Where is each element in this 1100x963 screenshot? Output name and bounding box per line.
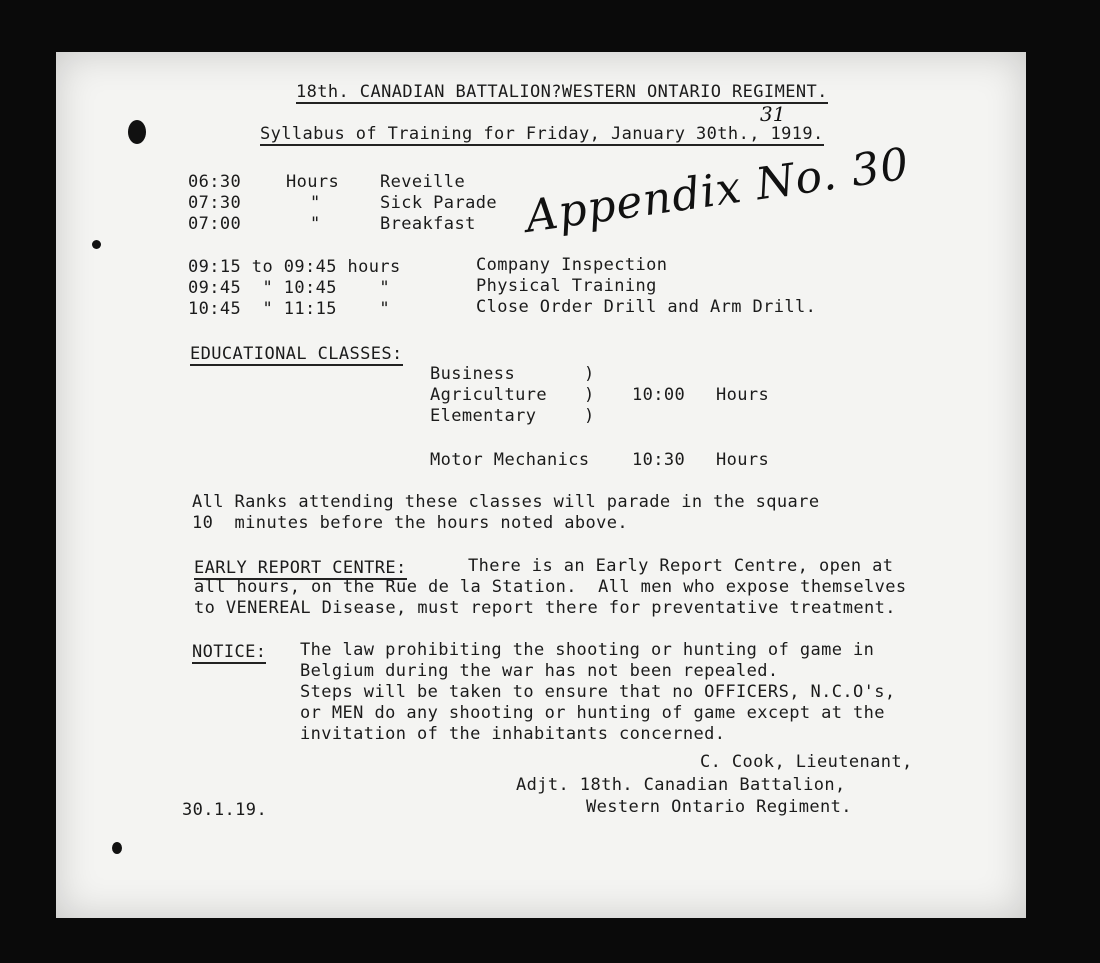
early-unit-0: Hours	[286, 172, 340, 192]
education-heading: EDUCATIONAL CLASSES:	[190, 344, 403, 364]
syllabus-title: Syllabus of Training for Friday, January 30th., 1919.	[260, 124, 824, 144]
early-activity-2: Breakfast	[380, 214, 476, 234]
signature-name: C. Cook, Lieutenant,	[700, 752, 913, 772]
early-unit-2: "	[310, 214, 321, 234]
notice-heading: NOTICE:	[192, 642, 267, 662]
training-activity-0: Company Inspection	[476, 255, 668, 275]
signature-regiment: Western Ontario Regiment.	[586, 797, 852, 817]
document-date: 30.1.19.	[182, 800, 268, 820]
early-unit-1: "	[310, 193, 321, 213]
training-activity-2: Close Order Drill and Arm Drill.	[476, 297, 817, 317]
early-report-line-2: all hours, on the Rue de la Station. All men who expose themselves	[194, 577, 907, 597]
motor-unit: Hours	[716, 450, 770, 470]
early-activity-0: Reveille	[380, 172, 466, 192]
training-time-2: 10:45 " 11:15 "	[188, 299, 391, 319]
education-note-1: All Ranks attending these classes will parade in the square	[192, 492, 820, 512]
early-report-line-3: to VENEREAL Disease, must report there for preventative treatment.	[194, 598, 896, 618]
training-activity-1: Physical Training	[476, 276, 657, 296]
classes-time: 10:00	[632, 385, 686, 405]
early-report-heading: EARLY REPORT CENTRE:	[194, 558, 407, 578]
punch-mark	[92, 240, 101, 249]
notice-line-4: or MEN do any shooting or hunting of game except at the	[300, 703, 885, 723]
early-activity-1: Sick Parade	[380, 193, 497, 213]
notice-line-5: invitation of the inhabitants concerned.	[300, 724, 726, 744]
handwritten-appendix: Appendix No. 30	[522, 138, 913, 243]
punch-mark-bottom	[112, 842, 122, 854]
motor-class: Motor Mechanics	[430, 450, 590, 470]
bracket-2: )	[584, 385, 595, 405]
early-time-1: 07:30	[188, 193, 242, 213]
class-elementary: Elementary	[430, 406, 537, 426]
notice-line-2: Belgium during the war has not been repealed.	[300, 661, 779, 681]
education-note-2: 10 minutes before the hours noted above.	[192, 513, 629, 533]
notice-line-1: The law prohibiting the shooting or hunting of game in	[300, 640, 875, 660]
class-agriculture: Agriculture	[430, 385, 547, 405]
class-business: Business	[430, 364, 516, 384]
date-correction: 31	[760, 102, 786, 126]
training-time-0: 09:15 to 09:45 hours	[188, 257, 401, 277]
bracket-3: )	[584, 406, 595, 426]
motor-time: 10:30	[632, 450, 686, 470]
punch-hole-top	[128, 120, 146, 144]
document-title: 18th. CANADIAN BATTALION?WESTERN ONTARIO REGIMENT.	[296, 82, 828, 102]
signature-title: Adjt. 18th. Canadian Battalion,	[516, 775, 846, 795]
training-time-1: 09:45 " 10:45 "	[188, 278, 391, 298]
notice-line-3: Steps will be taken to ensure that no OFFICERS, N.C.O's,	[300, 682, 896, 702]
bracket-1: )	[584, 364, 595, 384]
classes-unit: Hours	[716, 385, 770, 405]
early-time-0: 06:30	[188, 172, 242, 192]
early-time-2: 07:00	[188, 214, 242, 234]
document-page	[56, 52, 1026, 918]
early-report-line-1: There is an Early Report Centre, open at	[468, 556, 894, 576]
